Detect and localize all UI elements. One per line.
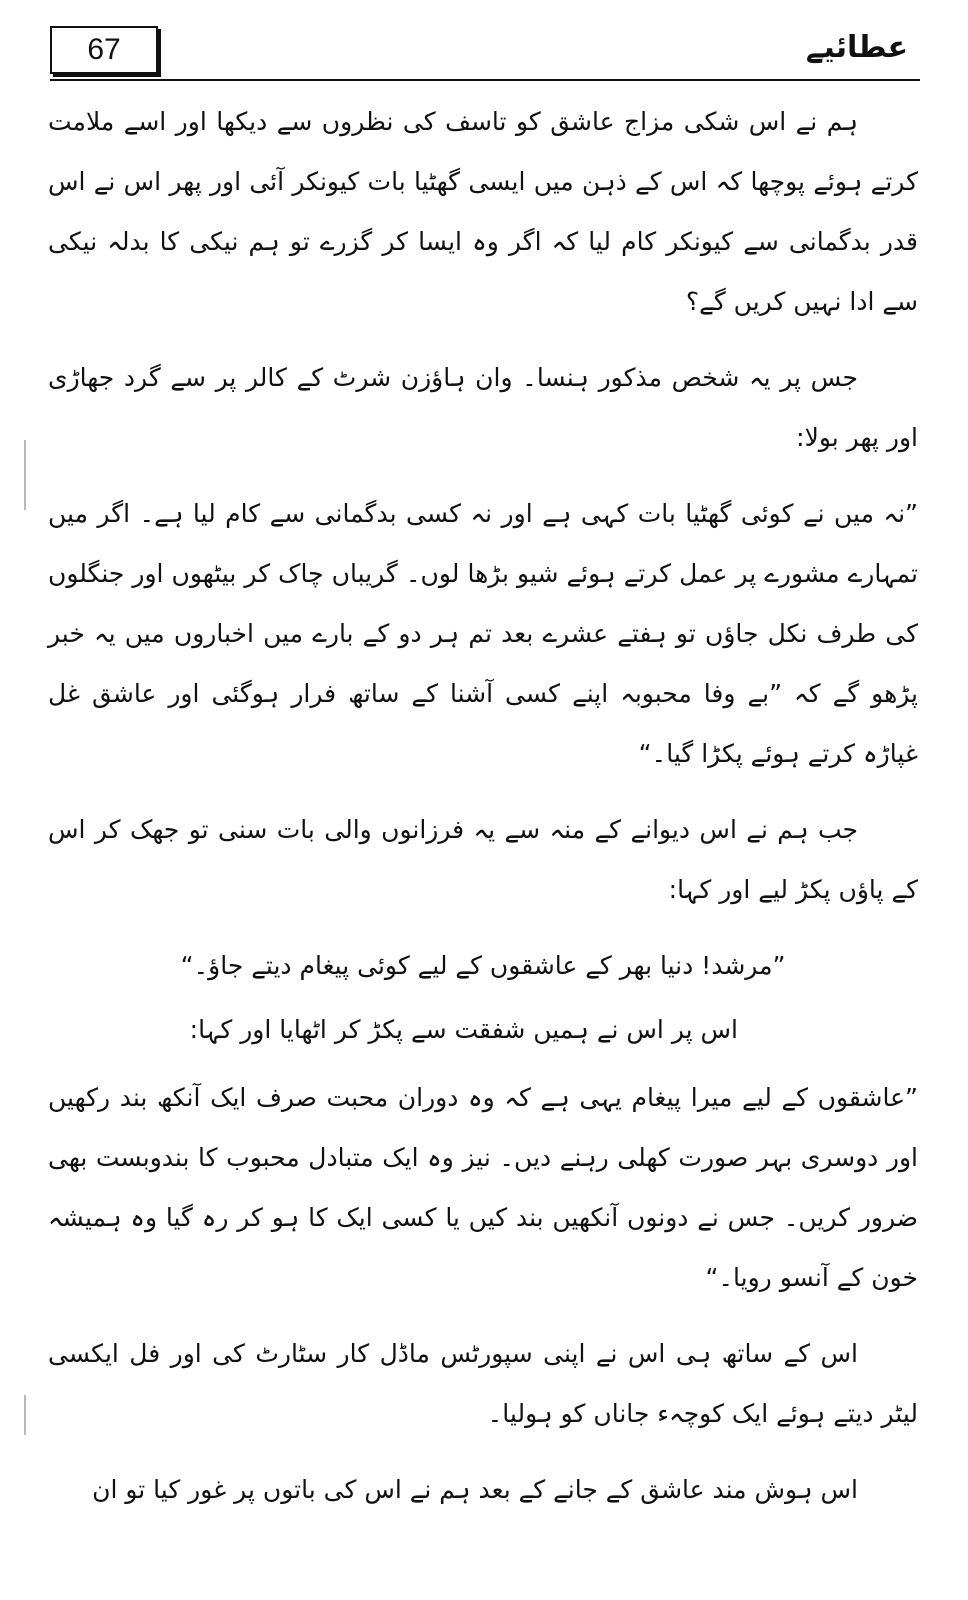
page-header [0,0,968,90]
paragraph-1: ہم نے اس شکی مزاج عاشق کو تاسف کی نظروں سے دیکھا اور اسے ملامت کرتے ہوئے پوچھا کہ اس کے ذہن میں ایسی گھٹیا بات کیونکر آئی اور پھر اس نے اس قدر بدگمانی سے کیونکر کام لیا کہ اگر وہ ایسا کر گزرے تو ہم نیکی کا بدلہ نیکی سے ادا نہیں کریں گے؟ [48,107,918,316]
page-number: 67 [50,26,158,74]
paragraph-3: ”نہ میں نے کوئی گھٹیا بات کہی ہے اور نہ کسی بدگمانی سے کام لیا ہے۔ اگر میں تمہارے مشورے پر عمل کرتے ہوئے شیو بڑھا لوں۔ گریباں چاک کر بیٹھوں اور جنگلوں کی طرف نکل جاؤں تو ہفتے عشرے بعد تم ہر دو کے بارے میں اخباروں میں یہ خبر پڑھو گے کہ ”بے وفا محبوبہ اپنے کسی آشنا کے ساتھ فرار ہوگئی اور عاشق غل غپاڑہ کرتے ہوئے پکڑا گیا۔“ [48,499,918,768]
quote-request: ”مرشد! دنیا بھر کے عاشقوں کے لیے کوئی پیغام دیتے جاؤ۔“ [180,951,786,980]
running-title: عطائیے [805,30,908,65]
header-rule [50,79,920,81]
paragraph-2: جس پر یہ شخص مذکور ہنسا۔ وان ہاؤزن شرٹ کے کالر پر سے گرد جھاڑی اور پھر بولا: [48,363,918,452]
paragraph-4: جب ہم نے اس دیوانے کے منہ سے یہ فرزانوں والی بات سنی تو جھک کر اس کے پاؤں پکڑ لیے اور کہا: [48,815,918,904]
paragraph-6: ”عاشقوں کے لیے میرا پیغام یہی ہے کہ وہ دوران محبت صرف ایک آنکھ بند رکھیں اور دوسری بہر صورت کھلی رہنے دیں۔ نیز وہ ایک متبادل محبوب کا بندوبست بھی ضرور کریں۔ جس نے دونوں آنکھیں بند کیں یا کسی ایک کا ہو کر رہ گیا وہ ہمیشہ خون کے آنسو رویا۔“ [48,1083,918,1292]
paragraph-5: اس پر اس نے ہمیں شفقت سے پکڑ کر اٹھایا اور کہا: [189,1015,738,1044]
paragraph-8: اس ہوش مند عاشق کے جانے کے بعد ہم نے اس کی باتوں پر غور کیا تو ان [92,1475,858,1504]
paragraph-7: اس کے ساتھ ہی اس نے اپنی سپورٹس ماڈل کار سٹارٹ کی اور فل ایکسی لیٹر دیتے ہوئے ایک کوچہء جاناں کو ہولیا۔ [48,1339,918,1428]
margin-mark [24,1395,26,1435]
margin-mark [24,440,26,510]
body-text [48,92,918,1536]
